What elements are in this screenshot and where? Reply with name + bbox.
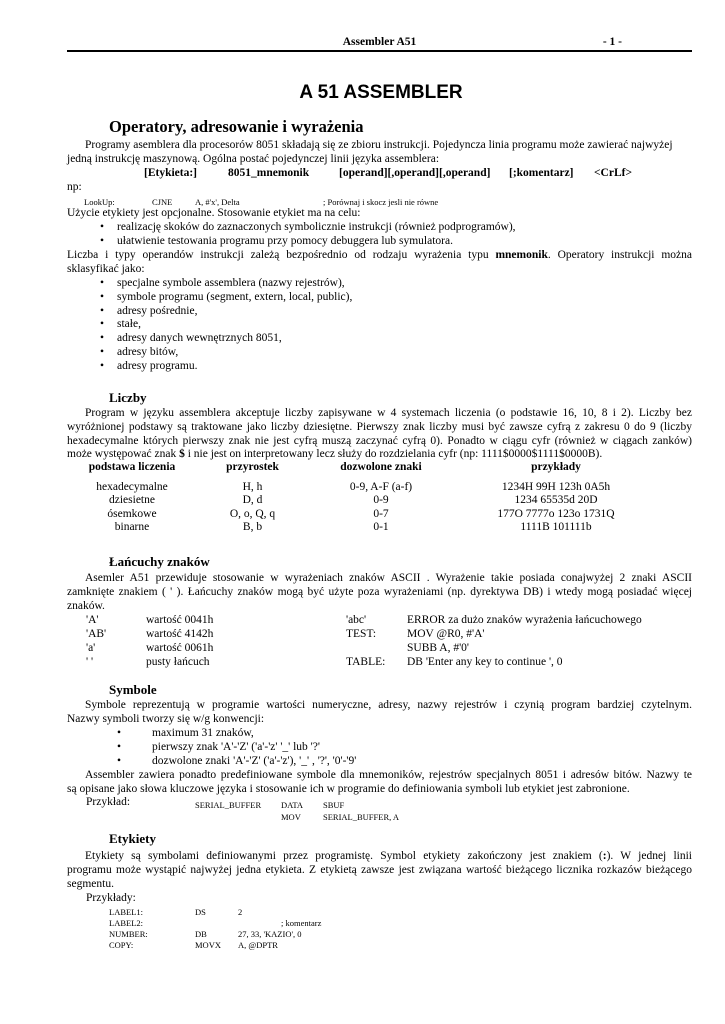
table-cell: H, h (242, 481, 263, 493)
paragraph-symbole-1: Symbole reprezentują w programie wartości numeryczne, adresy, nazwy rejestrów i czynią program bardziej czytelnym. (85, 699, 692, 711)
paragraph-operands-2: sklasyfikać jako: (67, 263, 145, 275)
table-cell: hexadecymalne (96, 481, 168, 493)
paragraph-etykiety-use: Użycie etykiety jest opcjonalne. Stosowanie etykiet ma na celu: (67, 207, 361, 219)
table-cell: B, b (242, 521, 263, 534)
code-symbol: SERIAL_BUFFER (195, 800, 262, 810)
paragraph-intro-1: Programy asemblera dla procesorów 8051 składają się ze zbioru instrukcji. Pojedyncza linia programu może zawierać najwyżej (85, 139, 673, 151)
paragraph-symbole-2: Nazwy symboli tworzy się w/g konwencji: (67, 713, 265, 725)
example-label: Przykład: (86, 796, 131, 808)
string-value: MOV @R0, #'A' (407, 628, 485, 640)
list-item: • realizację skoków do zaznaczonych symbolicznie instrukcji (również podprogramów), (100, 221, 516, 233)
code-mnemonic: MOV (281, 812, 301, 822)
list-item: • dozwolone znaki 'A'-'Z' ('a'-'z'), '_' , '?', '0'-'9' (117, 755, 357, 767)
syntax-crlf: <CrLf> (594, 167, 633, 179)
table-cell: 0-9 (373, 494, 389, 507)
paragraph-liczby-2: wyróżnionej podstawy są traktowane jako liczby dziesiętne. Pierwszy znak liczby musi być zawsze cyfrą z zakresu 0 do 9 (liczby (67, 421, 692, 433)
paragraph-operands-1: Liczba i typy operandów instrukcji zależą bezpośrednio od rodzaju wyrażenia typu mnemonik. Operatory instrukcji można (67, 249, 692, 261)
code-operand: SERIAL_BUFFER, A (323, 812, 400, 822)
string-value: pusty łańcuch (146, 656, 210, 668)
document-title: A 51 ASSEMBLER (299, 82, 463, 103)
column-header: przykłady (531, 461, 581, 474)
code-mnemonic: DS (195, 907, 206, 917)
list-item: • specjalne symbole assemblera (nazwy rejestrów), (100, 277, 345, 289)
code-operand: A, @DPTR (238, 940, 278, 950)
table-cell: 1111B 101111b (520, 521, 592, 534)
table-cell: 0-1 (373, 521, 389, 534)
paragraph-etykiety-2: programu może wystąpić najwyżej jedna etykieta. Z etykietą zawsze jest związana wartość bieżącego licznika rozkazów bieżącego (67, 864, 692, 876)
string-value: SUBB A, #'0' (407, 642, 469, 654)
table-cell: 0-7 (373, 507, 389, 520)
example-operands: A, #'x', Delta (195, 197, 240, 207)
paragraph-intro-2: jedną instrukcję maszynową. Ogólna postać pojedynczej linii języka assemblera: (67, 153, 440, 165)
table-cell: binarne (114, 521, 150, 534)
string-value: wartość 0061h (146, 642, 214, 654)
list-item: • adresy bitów, (100, 346, 179, 358)
table-header-row (70, 461, 661, 475)
np-label: np: (67, 181, 82, 193)
code-mnemonic: MOVX (195, 940, 221, 950)
code-directive: DATA (281, 800, 303, 810)
table-cell: 1234H 99H 123h 0A5h (501, 481, 611, 493)
table-cell: O, o, Q, q (229, 507, 276, 520)
paragraph-lancuchy-2: zamknięte znakiem ( ' ). Łańcuchy znaków mogą być użyte poza wyrażeniami (np. dyrektywa DB) i wtedy mogą posiadać więcej (67, 586, 692, 598)
code-comment: ; komentarz (281, 918, 322, 928)
paragraph-liczby-1: Program w języku assemblera akceptuje liczby zapisywane w 4 systemach liczenia (o podstawie 16, 10, 8 i 2). Liczby bez (85, 407, 692, 419)
table-row (70, 521, 661, 534)
paragraph-symbole-4: są opisane jako słowa kluczowe języka i stosowanie ich w programie do definiowania symboli lub etykiet jest zabronione. (67, 783, 630, 795)
list-item: • adresy programu. (100, 360, 198, 372)
header-title: Assembler A51 (342, 36, 417, 48)
paragraph-lancuchy-3: znaków. (67, 600, 105, 612)
paragraph-etykiety-3: segmentu. (67, 878, 114, 890)
section-heading-lancuchy: Łańcuchy znaków (109, 554, 210, 569)
paragraph-symbole-3: Assembler zawiera ponadto predefiniowane symbole dla mnemoników, rejestrów specjalnych 8051 i adresów bitów. Nazwy te (85, 769, 692, 781)
page-number: - 1 - (602, 36, 622, 48)
paragraph-liczby-4: może występować znak $ i nie jest on interpretowany lecz służy do rozdzielania cyfr (np: 1111$0000$1111$0000B). (67, 448, 603, 460)
syntax-mnemonic: 8051_mnemonik (228, 167, 310, 179)
code-operand: 27, 33, 'KAZIO', 0 (238, 929, 302, 939)
column-header: dozwolone znaki (340, 461, 422, 474)
list-item: • pierwszy znak 'A'-'Z' ('a'-'z' '_' lub '?' (117, 741, 320, 753)
table-cell: dziesietne (109, 494, 155, 507)
section-heading-symbole: Symbole (109, 682, 157, 697)
column-header: przyrostek (226, 461, 279, 474)
code-label: COPY: (109, 940, 134, 950)
table-cell: 177O 7777o 123o 1731Q (497, 507, 615, 520)
syntax-operands: [operand][,operand][,operand] (339, 167, 491, 179)
example-comment: ; Porównaj i skocz jesli nie równe (323, 197, 439, 207)
example-label: Przykłady: (86, 892, 136, 904)
table-row (70, 481, 661, 494)
string-example: ' ' (86, 656, 94, 668)
code-mnemonic: DB (195, 929, 207, 939)
table-cell: ósemkowe (107, 507, 157, 520)
string-example: TEST: (346, 628, 377, 640)
list-item: • ułatwienie testowania programu przy pomocy debuggera lub symulatora. (100, 235, 453, 247)
page-header (67, 36, 692, 52)
table-row (70, 494, 661, 507)
example-label: LookUp: (84, 197, 115, 207)
code-label: LABEL1: (109, 907, 143, 917)
string-example: 'a' (86, 642, 96, 654)
code-label: LABEL2: (109, 918, 143, 928)
string-example: 'A' (86, 614, 99, 626)
table-cell: D, d (242, 494, 263, 507)
code-operand: SBUF (323, 800, 345, 810)
paragraph-etykiety-1: Etykiety są symbolami definiowanymi przez programistę. Symbol etykiety zakończony jest znakiem (:). W jednej linii (85, 850, 692, 862)
string-value: DB 'Enter any key to continue ', 0 (407, 656, 563, 668)
section-heading-liczby: Liczby (109, 390, 147, 405)
column-header: podstawa liczenia (88, 461, 176, 474)
syntax-label: [Etykieta:] (144, 167, 198, 179)
string-example: 'AB' (86, 628, 107, 640)
example-mnemonic: CJNE (152, 197, 173, 207)
string-value: ERROR za dużo znaków wyrażenia łańcuchowego (407, 614, 642, 626)
paragraph-liczby-3: hexadecymalne których pierwszy znak nie jest cyfrą muszą zaczynać cyfrą 0). Ponadto w ciągu cyfr (również w ciągach zanków) (67, 435, 692, 447)
paragraph-lancuchy-1: Asemler A51 przewiduje stosowanie w wyrażeniach znaków ASCII . Wyrażenie takie posiada conajwyżej 2 znaki ASCII (85, 572, 692, 584)
string-example: 'abc' (346, 614, 367, 626)
list-item: • maximum 31 znaków, (117, 727, 254, 739)
section-heading-operatory: Operatory, adresowanie i wyrażenia (109, 117, 364, 136)
number-systems-table (70, 461, 661, 535)
string-value: wartość 4142h (146, 628, 214, 640)
table-cell: 0-9, A-F (a-f) (349, 481, 413, 493)
list-item: • adresy pośrednie, (100, 305, 198, 317)
string-value: wartość 0041h (146, 614, 214, 626)
code-label: NUMBER: (109, 929, 148, 939)
list-item: • adresy danych wewnętrznych 8051, (100, 332, 282, 344)
code-operand: 2 (238, 907, 243, 917)
table-row (70, 508, 661, 521)
syntax-comment: [;komentarz] (509, 167, 574, 179)
list-item: • symbole programu (segment, extern, local, public), (100, 291, 353, 303)
section-heading-etykiety: Etykiety (109, 831, 156, 846)
string-example: TABLE: (346, 656, 386, 668)
list-item: • stałe, (100, 318, 141, 330)
table-cell: 1234 65535d 20D (514, 494, 598, 507)
